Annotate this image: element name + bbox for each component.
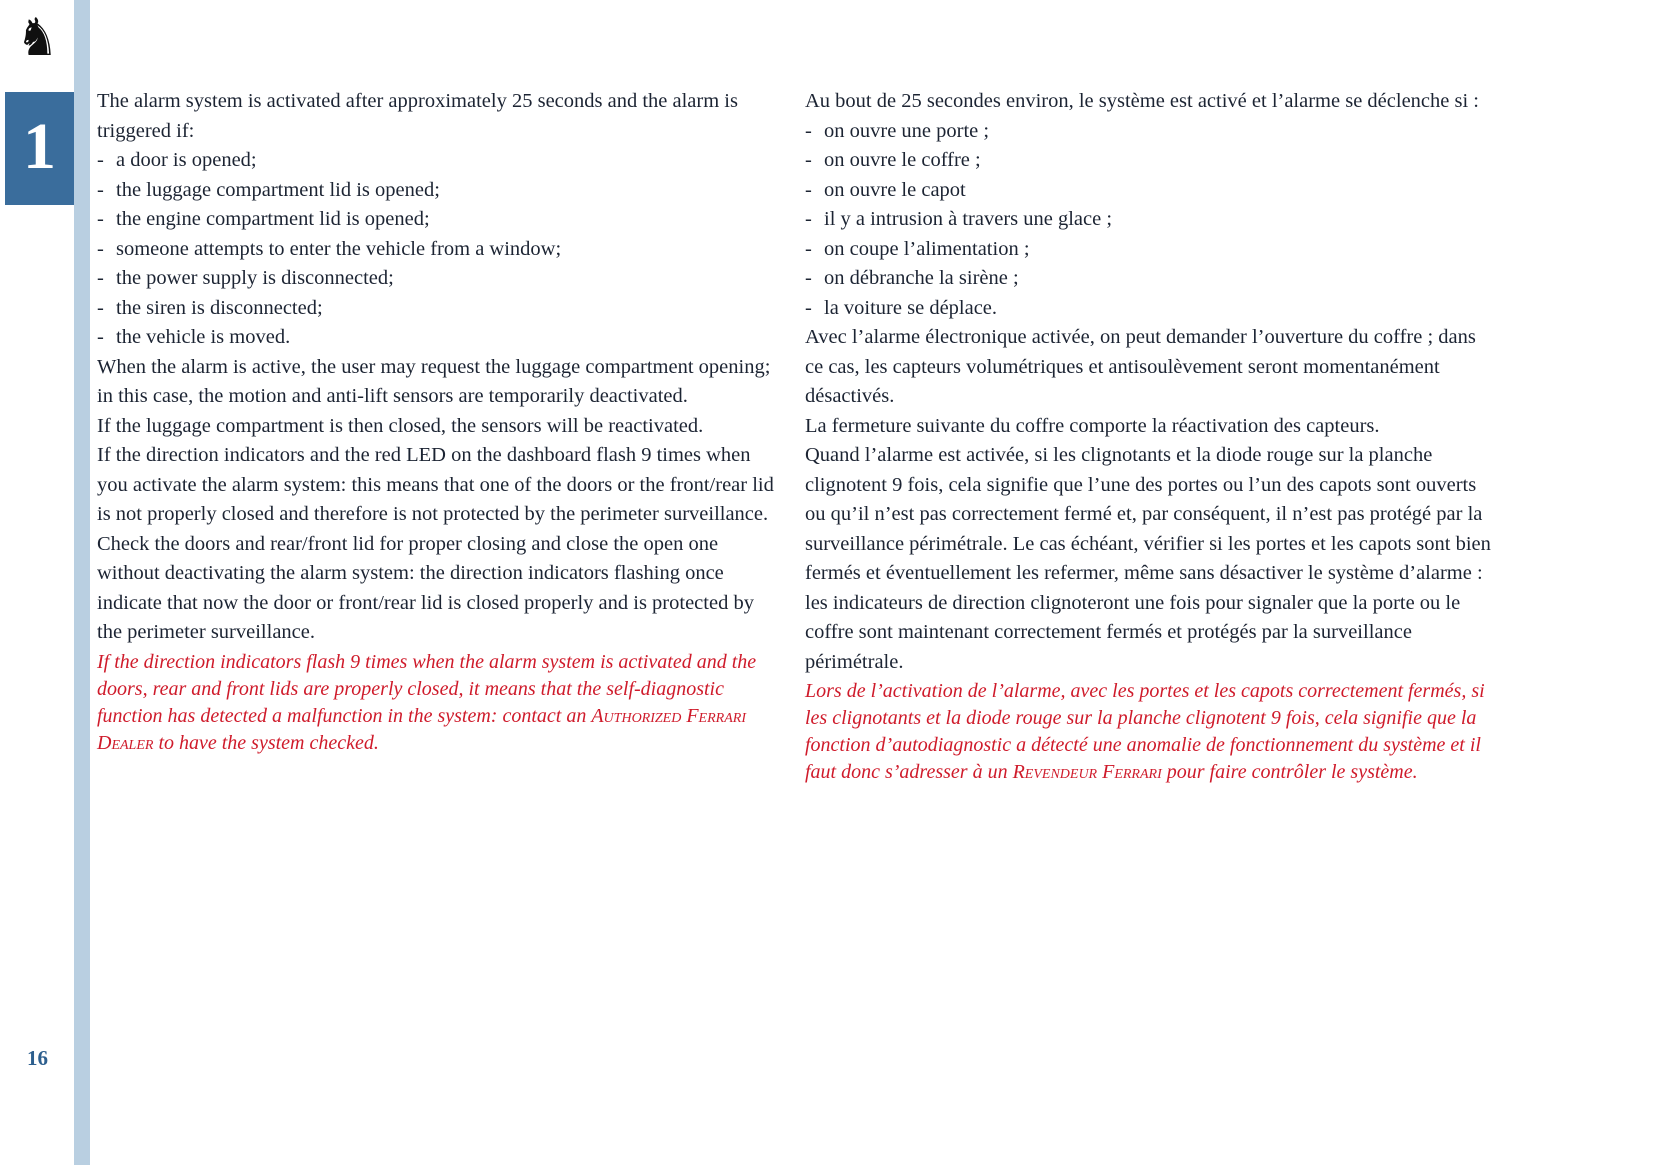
dash-marker: - bbox=[805, 237, 812, 260]
list-item-text: the vehicle is moved. bbox=[116, 326, 291, 348]
dash-marker: - bbox=[97, 267, 104, 289]
ferrari-logo bbox=[4, 2, 70, 74]
list-item bbox=[805, 294, 1495, 324]
list-item bbox=[805, 146, 1495, 176]
list-item-text: on ouvre le coffre ; bbox=[824, 149, 981, 171]
warning-note-text: Lors de l’activation de l’alarme, avec les portes et les capots correctement fermés, si les clignotants et la diode rouge sur la planche clignotent 9 fois, cela signifie que la fonction d’autodiagnostic a détecté une anomalie de fonctionnement du système et il faut donc s’adresser à un bbox=[805, 680, 1485, 783]
list-item-text: on ouvre une porte ; bbox=[824, 119, 990, 142]
list-item-text: someone attempts to enter the vehicle from a window; bbox=[116, 237, 562, 260]
dealer-smallcaps: Authorized Ferrari Dealer bbox=[97, 704, 746, 754]
alarm-triggers-list-en bbox=[97, 146, 775, 353]
list-item bbox=[97, 294, 775, 324]
body-paragraph-fr: Quand l’alarme est activée, si les clignotants et la diode rouge sur la planche clignotent 9 fois, cela signifie que l’une des portes ou l’un des capots sont ouverts ou qu’il n’est pas correctement fermé et, par conséquent, il n’est pas protégé par la surveillance périmétrale. Le cas échéant, vérifier si les portes et les capots sont bien fermés et éventuellement les refermer, même sans désactiver le système d’alarme : les indicateurs de direction clignoteront une fois pour signaler que la porte ou le coffre sont maintenant correctement fermés et protégés par la surveillance périmétrale. bbox=[805, 444, 1491, 673]
list-item-text: the luggage compartment lid is opened; bbox=[116, 178, 440, 201]
dealer-smallcaps: Revendeur Ferrari bbox=[1012, 761, 1162, 783]
list-item bbox=[805, 264, 1495, 294]
list-item-text: the siren is disconnected; bbox=[116, 296, 323, 319]
warning-note-text: to have the system checked. bbox=[153, 731, 379, 754]
list-item bbox=[805, 235, 1495, 265]
warning-note-text: If the direction indicators flash 9 times when the alarm system is activated and the doors, rear and front lids are properly closed, it means that the self-diagnostic function has detected a malfunction in the system: contact an bbox=[97, 650, 757, 727]
list-item bbox=[97, 323, 775, 353]
chapter-number: 1 bbox=[23, 109, 56, 183]
list-item-text: the engine compartment lid is opened; bbox=[116, 208, 430, 230]
list-item-text: on coupe l’alimentation ; bbox=[824, 237, 1030, 260]
list-item bbox=[97, 146, 775, 176]
body-paragraph-fr: La fermeture suivante du coffre comporte la réactivation des capteurs. bbox=[805, 414, 1380, 437]
dash-marker: - bbox=[97, 326, 104, 348]
body-paragraph-en: If the luggage compartment is then closed, the sensors will be reactivated. bbox=[97, 414, 704, 437]
dash-marker: - bbox=[805, 296, 812, 319]
list-item bbox=[97, 264, 775, 294]
list-item-text: on débranche la sirène ; bbox=[824, 267, 1019, 289]
list-item bbox=[805, 205, 1495, 235]
alarm-triggers-list-fr bbox=[805, 117, 1495, 324]
dash-marker: - bbox=[97, 178, 104, 201]
body-paragraph-en: When the alarm is active, the user may request the luggage compartment opening; in this case, the motion and anti-lift sensors are temporarily deactivated. bbox=[97, 355, 771, 407]
english-column bbox=[97, 87, 775, 757]
list-item-text: il y a intrusion à travers une glace ; bbox=[824, 208, 1113, 230]
list-item-text: la voiture se déplace. bbox=[824, 296, 998, 319]
dash-marker: - bbox=[805, 267, 812, 289]
dash-marker: - bbox=[97, 208, 104, 230]
page-number: 16 bbox=[27, 1046, 48, 1070]
list-item bbox=[805, 117, 1495, 147]
dash-marker: - bbox=[97, 296, 104, 319]
list-item bbox=[97, 235, 775, 265]
list-item-text: a door is opened; bbox=[116, 149, 257, 171]
dash-marker: - bbox=[805, 178, 812, 201]
intro-paragraph-fr: Au bout de 25 secondes environ, le système est activé et l’alarme se déclenche si : bbox=[805, 90, 1479, 112]
list-item-text: the power supply is disconnected; bbox=[116, 267, 394, 289]
warning-note-fr bbox=[805, 678, 1495, 786]
french-column bbox=[805, 87, 1495, 786]
dash-marker: - bbox=[805, 208, 812, 230]
dash-marker: - bbox=[97, 149, 104, 171]
list-item bbox=[805, 176, 1495, 206]
warning-note-text: pour faire contrôler le système. bbox=[1161, 761, 1418, 783]
list-item-text: on ouvre le capot bbox=[824, 178, 966, 201]
dash-marker: - bbox=[97, 237, 104, 260]
list-item bbox=[97, 176, 775, 206]
sidebar-strip bbox=[74, 0, 90, 1165]
body-paragraph-en: If the direction indicators and the red LED on the dashboard flash 9 times when you activate the alarm system: this means that one of the doors or the front/rear lid is not properly closed and therefore is not protected by the perimeter surveillance. Check the doors and rear/front lid for proper closing and close the open one without deactivating the alarm system: the direction indicators flashing once indicate that now the door or front/rear lid is closed properly and is protected by the perimeter surveillance. bbox=[97, 444, 774, 643]
body-paragraph-fr: Avec l’alarme électronique activée, on peut demander l’ouverture du coffre ; dans ce cas, les capteurs volumétriques et antisoulèvement seront momentanément désactivés. bbox=[805, 326, 1476, 407]
intro-paragraph-en: The alarm system is activated after approximately 25 seconds and the alarm is triggered if: bbox=[97, 90, 738, 142]
list-item bbox=[97, 205, 775, 235]
dash-marker: - bbox=[805, 119, 812, 142]
warning-note-en bbox=[97, 649, 775, 757]
dash-marker: - bbox=[805, 149, 812, 171]
prancing-horse-icon: ♞ bbox=[16, 8, 58, 68]
chapter-number-box bbox=[5, 92, 74, 205]
